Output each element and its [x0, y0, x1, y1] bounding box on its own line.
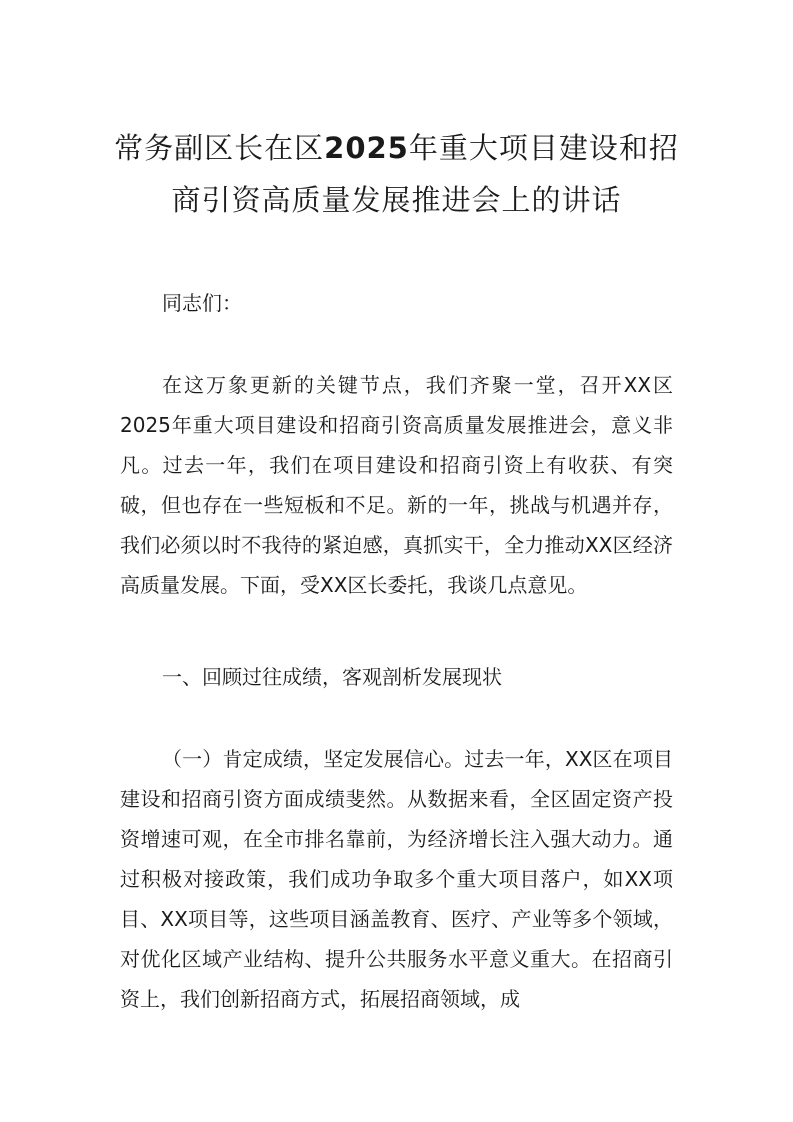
document-title [100, 122, 693, 226]
title-line1-prefix: 常务副区长在区 [114, 131, 325, 165]
salutation: 同志们： [162, 291, 242, 315]
title-year: 2025 [324, 131, 409, 165]
paragraph-intro: 在这万象更新的关键节点，我们齐聚一堂，召开XX区2025年重大项目建设和招商引资高质量发展推进会，意义非凡。过去一年，我们在项目建设和招商引资上有收获、有突破，但也存在一些短板和不足。新的一年，挑战与机遇并存，我们必须以时不我待的紧迫感，真抓实干，全力推动XX区经济高质量发展。下面，受XX区长委托，我谈几点意见。 [120, 373, 673, 597]
title-line1-suffix: 年重大项目建设和招 [408, 131, 679, 165]
section-heading-1: 一、回顾过往成绩，客观剖析发展现状 [162, 665, 502, 689]
paragraph-achievements: （一）肯定成绩，坚定发展信心。过去一年，XX区在项目建设和招商引资方面成绩斐然。从数据来看，全区固定资产投资增速可观，在全市排名靠前，为经济增长注入强大动力。通过积极对接政策，我们成功争取多个重大项目落户，如XX项目、XX项目等，这些项目涵盖教育、医疗、产业等多个领域，对优化区域产业结构、提升公共服务水平意义重大。在招商引资上，我们创新招商方式，拓展招商领域，成 [120, 747, 673, 1011]
title-line2: 商引资高质量发展推进会上的讲话 [171, 183, 622, 217]
